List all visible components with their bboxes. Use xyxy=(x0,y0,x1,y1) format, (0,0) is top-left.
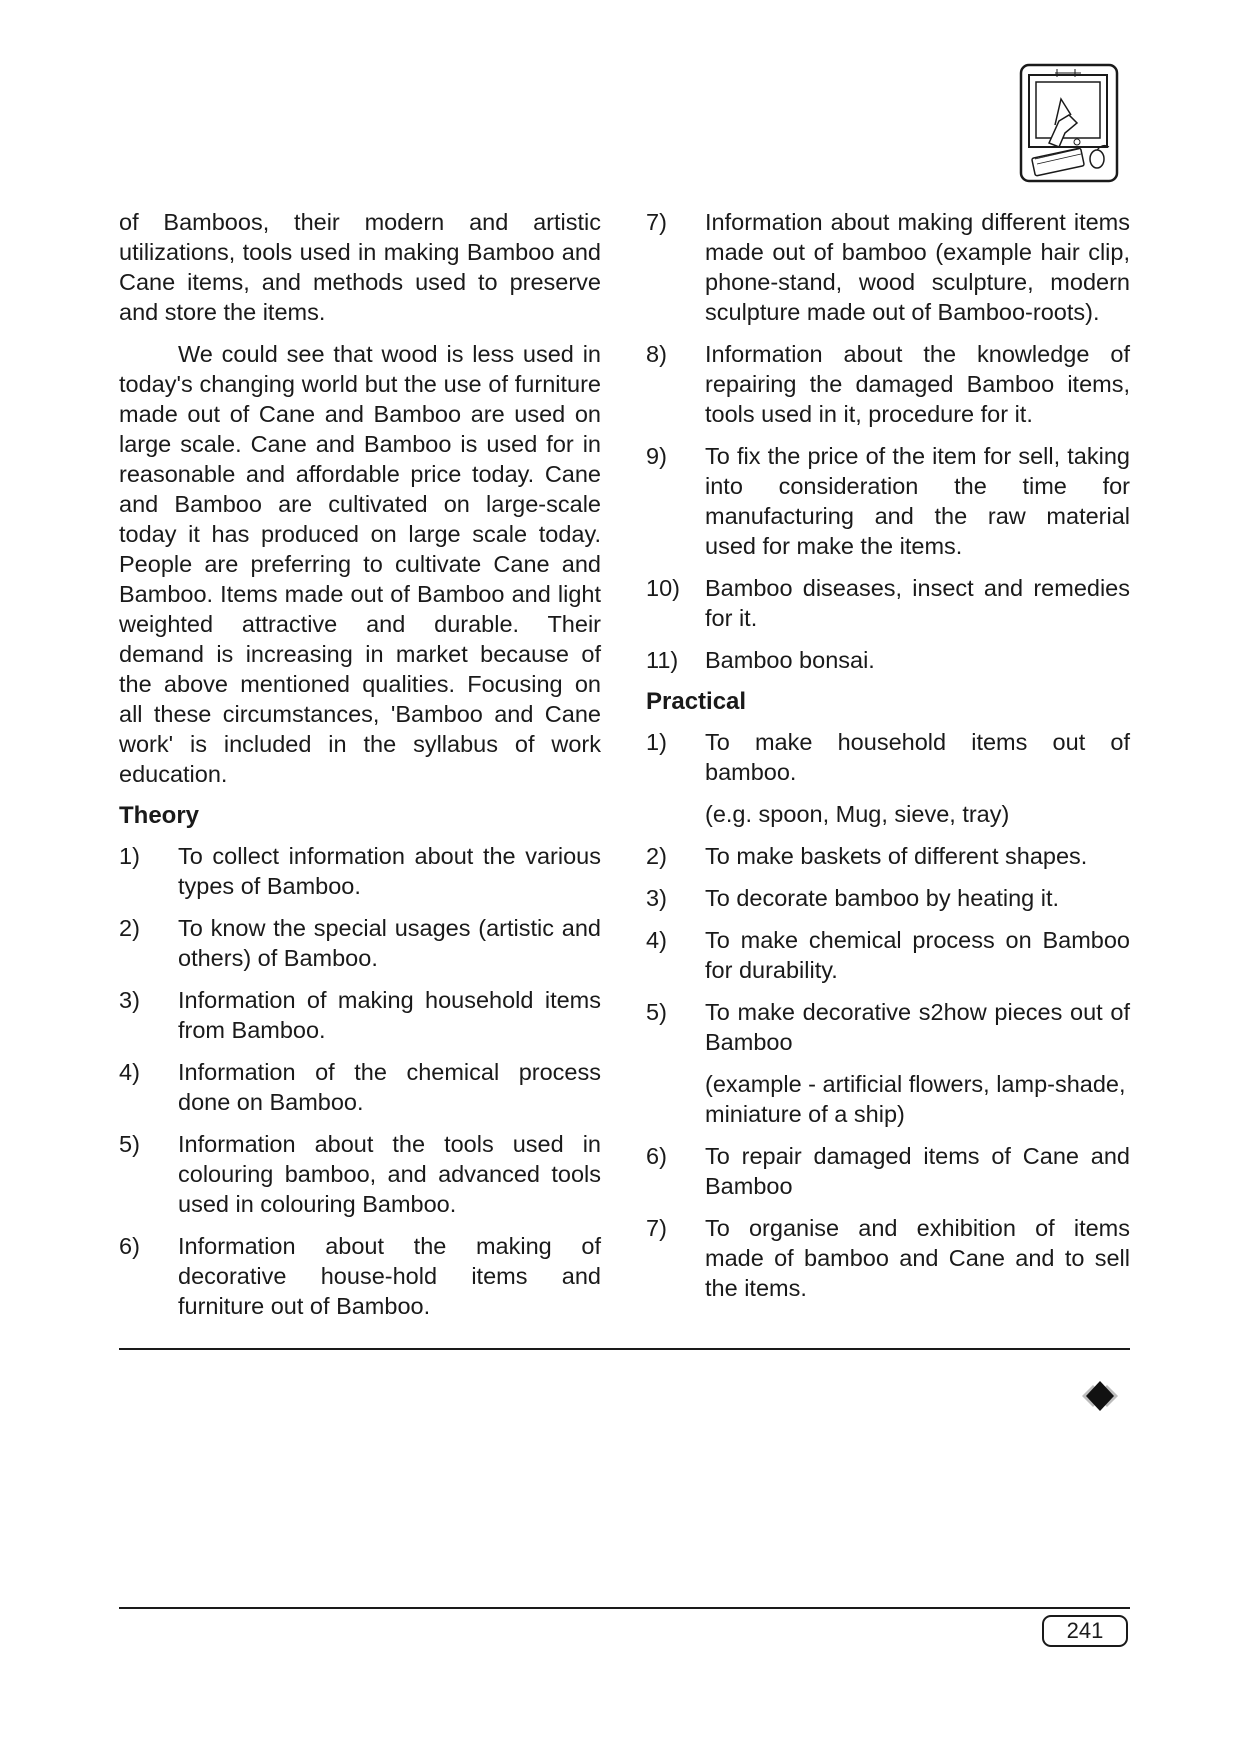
item-number: 9) xyxy=(646,443,667,469)
item-number: 4) xyxy=(119,1059,140,1085)
item-number: 4) xyxy=(646,927,667,953)
right-column xyxy=(646,207,1130,1315)
item-text: To repair damaged items of Cane and Bamboo xyxy=(705,1143,1130,1199)
list-item xyxy=(646,1213,1130,1303)
list-item xyxy=(646,841,1130,871)
item-text: Information of making household items from Bamboo. xyxy=(178,987,601,1043)
theory-heading: Theory xyxy=(119,802,200,829)
list-item xyxy=(646,1141,1130,1201)
item-number: 6) xyxy=(119,1233,140,1259)
list-item xyxy=(119,841,601,901)
item-number: 8) xyxy=(646,341,667,367)
item-text: To make baskets of different shapes. xyxy=(705,843,1088,869)
left-column xyxy=(119,207,601,1333)
list-item xyxy=(119,1231,601,1321)
item-text: Information about the tools used in colouring bamboo, and advanced tools used in colouring Bamboo. xyxy=(178,1131,601,1217)
list-item xyxy=(646,573,1130,633)
list-item xyxy=(119,913,601,973)
item-number: 3) xyxy=(646,885,667,911)
item-number: 6) xyxy=(646,1143,667,1169)
item-number: 10) xyxy=(646,575,680,601)
item-number: 5) xyxy=(119,1131,140,1157)
footer-rule xyxy=(119,1607,1130,1609)
item-number: 2) xyxy=(646,843,667,869)
item-text: To make chemical process on Bamboo for durability. xyxy=(705,927,1130,983)
list-item xyxy=(646,883,1130,913)
intro-paragraph: of Bamboos, their modern and artistic utilizations, tools used in making Bamboo and Cane items, and methods used to preserve and store the items. xyxy=(119,209,601,325)
item-number: 2) xyxy=(119,915,140,941)
list-item xyxy=(119,985,601,1045)
item-example: (example - artificial flowers, lamp-shade, miniature of a ship) xyxy=(705,1071,1126,1127)
item-text: To fix the price of the item for sell, taking into consideration the time for manufacturing and the raw material used for make the items. xyxy=(705,443,1130,559)
list-item xyxy=(646,925,1130,985)
item-number: 1) xyxy=(646,729,667,755)
practical-heading: Practical xyxy=(646,688,747,715)
item-number: 11) xyxy=(646,647,679,673)
page-number: 241 xyxy=(1042,1615,1128,1647)
item-number: 3) xyxy=(119,987,140,1013)
list-item xyxy=(646,997,1130,1057)
item-text: Information of the chemical process done on Bamboo. xyxy=(178,1059,601,1115)
diamonds-ornament-icon xyxy=(1068,1375,1132,1417)
list-item xyxy=(646,727,1130,787)
item-example: (e.g. spoon, Mug, sieve, tray) xyxy=(705,801,1010,827)
item-text: To decorate bamboo by heating it. xyxy=(705,885,1060,911)
list-item xyxy=(646,645,1130,675)
section-divider xyxy=(119,1348,1130,1350)
item-number: 7) xyxy=(646,1215,667,1241)
item-number: 5) xyxy=(646,999,667,1025)
item-text: To make household items out of bamboo. xyxy=(705,729,1130,785)
item-number: 7) xyxy=(646,209,667,235)
list-item xyxy=(646,207,1130,327)
list-item xyxy=(119,1129,601,1219)
item-text: Information about the knowledge of repairing the damaged Bamboo items, tools used in it, procedure for it. xyxy=(705,341,1130,427)
computer-drawing-icon xyxy=(1019,63,1119,183)
item-text: To make decorative s2how pieces out of Bamboo xyxy=(705,999,1130,1055)
item-text: To know the special usages (artistic and others) of Bamboo. xyxy=(178,915,601,971)
item-text: Information about the making of decorative house-hold items and furniture out of Bamboo. xyxy=(178,1233,601,1319)
list-item xyxy=(646,339,1130,429)
item-text: To collect information about the various types of Bamboo. xyxy=(178,843,601,899)
main-paragraph: We could see that wood is less used in today's changing world but the use of furniture made out of Cane and Bamboo are used on large scale. Cane and Bamboo is used for in reasonable and affordable price today. Cane and Bamboo are cultivated on large-scale today it has produced on large scale today. People are preferring to cultivate Cane and Bamboo. Items made out of Bamboo and light weighted attractive and durable. Their demand is increasing in market because of the above mentioned qualities. Focusing on all these circumstances, 'Bamboo and Cane work' is included in the syllabus of work education. xyxy=(119,341,601,787)
item-text: Bamboo diseases, insect and remedies for it. xyxy=(705,575,1130,631)
list-item xyxy=(646,441,1130,561)
list-item xyxy=(119,1057,601,1117)
item-text: To organise and exhibition of items made of bamboo and Cane and to sell the items. xyxy=(705,1215,1130,1301)
item-text: Bamboo bonsai. xyxy=(705,647,875,673)
item-text: Information about making different items made out of bamboo (example hair clip, phone-stand, wood sculpture, modern sculpture made out of Bamboo-roots). xyxy=(705,209,1130,325)
item-number: 1) xyxy=(119,843,140,869)
